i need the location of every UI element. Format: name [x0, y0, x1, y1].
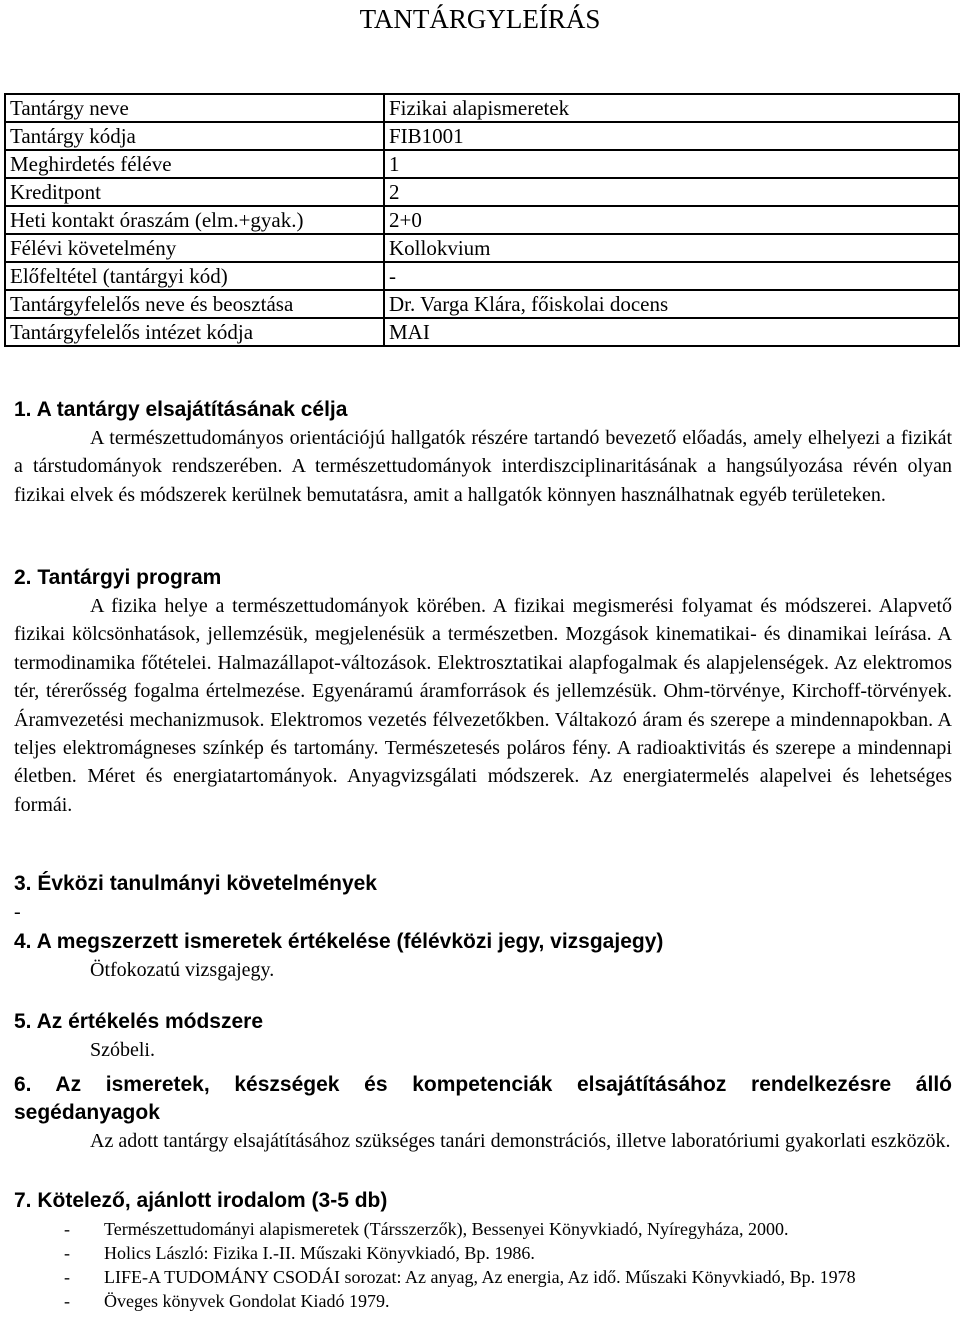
info-row	[5, 262, 959, 290]
section-goal	[14, 396, 952, 509]
info-label: Tantárgyfelelős neve és beosztása	[5, 290, 384, 318]
literature-list	[14, 1217, 952, 1313]
section-body: Az adott tantárgy elsajátításához szükséges tanári demonstrációs, illetve laboratóriumi gyakorlati eszközök.	[90, 1130, 951, 1152]
section-evaluation	[14, 928, 952, 984]
info-value: Kollokvium	[384, 234, 959, 262]
info-label: Tantárgy kódja	[5, 122, 384, 150]
course-info-table	[4, 93, 960, 347]
list-bullet: -	[64, 1243, 70, 1263]
section-heading: 5. Az értékelés módszere	[14, 1010, 264, 1033]
info-value: 2	[384, 178, 959, 206]
info-label: Előfeltétel (tantárgyi kód)	[5, 262, 384, 290]
section-heading: 1. A tantárgy elsajátításának célja	[14, 398, 348, 421]
literature-item	[14, 1289, 952, 1313]
section-body: Ötfokozatú vizsgajegy.	[90, 959, 275, 981]
section-heading: 6. Az ismeretek, készségek és kompetenciák elsajátításához rendelkezésre álló segédanyagok	[14, 1073, 952, 1124]
info-value: 2+0	[384, 206, 959, 234]
info-row	[5, 150, 959, 178]
info-value: 1	[384, 150, 959, 178]
info-label: Meghirdetés féléve	[5, 150, 384, 178]
info-label: Heti kontakt óraszám (elm.+gyak.)	[5, 206, 384, 234]
literature-text: Holics László: Fizika I.-II. Műszaki Könyvkiadó, Bp. 1986.	[104, 1243, 535, 1263]
literature-text: LIFE-A TUDOMÁNY CSODÁI sorozat: Az anyag, Az energia, Az idő. Műszaki Könyvkiadó, Bp. 1978	[104, 1267, 856, 1287]
list-bullet: -	[64, 1219, 70, 1239]
info-value: MAI	[384, 318, 959, 346]
list-bullet: -	[64, 1267, 70, 1287]
info-row	[5, 94, 959, 122]
section-materials	[14, 1071, 952, 1155]
section-program	[14, 564, 952, 819]
info-row	[5, 206, 959, 234]
section-heading: 3. Évközi tanulmányi követelmények	[14, 872, 377, 895]
info-row	[5, 318, 959, 346]
info-row	[5, 178, 959, 206]
info-value: -	[384, 262, 959, 290]
info-label: Tantárgyfelelős intézet kódja	[5, 318, 384, 346]
info-row	[5, 290, 959, 318]
literature-item	[14, 1241, 952, 1265]
info-label: Tantárgy neve	[5, 94, 384, 122]
section-body: A természettudományos orientációjú hallgatók részére tartandó bevezető előadás, amely elhelyezi a fizikát a társtudományok rendszerében. A természettudományok interdiszciplinaritásának a hangsúlyozása révén olyan fizikai elvek és módszerek kerülnek bemutatásra, amit a hallgatók könnyen használhatnak egyéb területeken.	[14, 427, 952, 506]
info-value: FIB1001	[384, 122, 959, 150]
section-body: -	[14, 901, 21, 923]
list-bullet: -	[64, 1291, 70, 1311]
info-label: Félévi követelmény	[5, 234, 384, 262]
info-label: Kreditpont	[5, 178, 384, 206]
section-body: Szóbeli.	[90, 1039, 155, 1061]
section-heading: 2. Tantárgyi program	[14, 566, 222, 589]
section-requirements	[14, 870, 952, 926]
page-title: TANTÁRGYLEÍRÁS	[359, 4, 601, 34]
section-heading: 4. A megszerzett ismeretek értékelése (félévközi jegy, vizsgajegy)	[14, 930, 664, 953]
section-heading: 7. Kötelező, ajánlott irodalom (3-5 db)	[14, 1189, 388, 1212]
section-method	[14, 1008, 952, 1064]
info-row	[5, 122, 959, 150]
literature-item	[14, 1217, 952, 1241]
section-body: A fizika helye a természettudományok körében. A fizikai megismerési folyamat és módszerei. Alapvető fizikai kölcsönhatások, jellemzésük, megjelenésük a természetben. Mozgások kinematikai- és dinamikai leírása. A termodinamika főtételei. Halmazállapot-változások. Elektrosztatikai alapfogalmak és alapjelenségek. Az elektromos tér, térerősség fogalma értelmezése. Egyenáramú áramforrások és jellemzésük. Ohm-törvénye, Kirchoff-törvények. Áramvezetési mechanizmusok. Elektromos vezetés félvezetőkben. Váltakozó áram és szerepe a mindennapokban. A teljes elektromágneses színkép és tartomány. Természetesés poláros fény. A radioaktivitás és szerepe a mindennapi életben. Méret és energiatartományok. Anyagvizsgálati módszerek. Az energiatermelés alapelvei és lehetséges formái.	[14, 595, 952, 816]
literature-text: Öveges könyvek Gondolat Kiadó 1979.	[104, 1291, 390, 1311]
info-value: Fizikai alapismeretek	[384, 94, 959, 122]
literature-text: Természettudományi alapismeretek (Társszerzők), Bessenyei Könyvkiadó, Nyíregyháza, 2000.	[104, 1219, 789, 1239]
info-value: Dr. Varga Klára, főiskolai docens	[384, 290, 959, 318]
info-row	[5, 234, 959, 262]
section-literature	[14, 1187, 952, 1311]
literature-item	[14, 1265, 952, 1289]
